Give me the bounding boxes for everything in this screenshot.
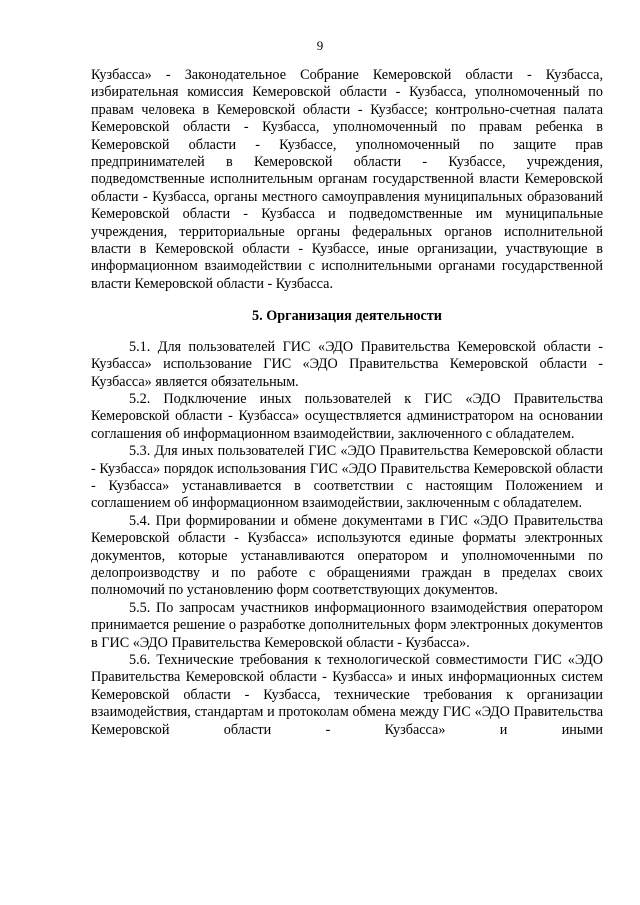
section-title: 5. Организация деятельности: [252, 308, 442, 325]
section-item-5-6: 5.6. Технические требования к технологической совместимости ГИС «ЭДО Правительства Кемеровской области - Кузбасса» и иных информационных систем Кемеровской области - Кузбасса, технические требования к организации взаимодействия, стандартам и протоколам обмена между ГИС «ЭДО Правительства Кемеровской области - Кузбасса» и иными: [91, 652, 603, 738]
document-body: [91, 67, 603, 739]
section-item-5-4: 5.4. При формировании и обмене документами в ГИС «ЭДО Правительства Кемеровской области - Кузбасса» используются единые форматы электронных документов, которые устанавливаются оператором и уполномоченными по делопроизводству и по работе с обращениями граждан в пределах своих полномочий по установлению форм соответствующих документов.: [91, 512, 603, 599]
section-item-5-1: 5.1. Для пользователей ГИС «ЭДО Правительства Кемеровской области - Кузбасса» использование ГИС «ЭДО Правительства Кемеровской области - Кузбасса» является обязательным.: [91, 338, 603, 390]
page-number: 9: [316, 38, 324, 53]
section-item-5-5: 5.5. По запросам участников информационного взаимодействия оператором принимается решение о разработке дополнительных форм электронных документов в ГИС «ЭДО Правительства Кемеровской области - Кузбасса».: [91, 599, 603, 651]
section-item-5-3: 5.3. Для иных пользователей ГИС «ЭДО Правительства Кемеровской области - Кузбасса» порядок использования ГИС «ЭДО Правительства Кемеровской области - Кузбасса» устанавливается в соответствии с настоящим Положением и соглашением об информационном взаимодействии, заключенным с обладателем.: [91, 443, 603, 512]
section-item-5-2: 5.2. Подключение иных пользователей к ГИС «ЭДО Правительства Кемеровской области - Кузбасса» осуществляется администратором на основании соглашения об информационном взаимодействии, заключенного с обладателем.: [91, 390, 603, 442]
intro-paragraph: Кузбасса» - Законодательное Собрание Кемеровской области - Кузбасса, избирательная комиссия Кемеровской области - Кузбасса, уполномоченный по правам человека в Кемеровской области - Кузбассе; контрольно-счетная палата Кемеровской области - Кузбасса, уполномоченный по правам ребенка в Кемеровской области - Кузбассе, уполномоченный по защите прав предпринимателей в Кемеровской области - Кузбассе, учреждения, подведомственные исполнительным органам государственной власти Кемеровской области - Кузбасса, органы местного самоуправления муниципальных образований Кемеровской области - Кузбасса и подведомственные им муниципальные учреждения, территориальные органы федеральных органов исполнительной власти в Кемеровской области - Кузбассе, иные организации, участвующие в информационном взаимодействии с исполнительными органами государственной власти Кемеровской области - Кузбасса.: [91, 67, 603, 292]
